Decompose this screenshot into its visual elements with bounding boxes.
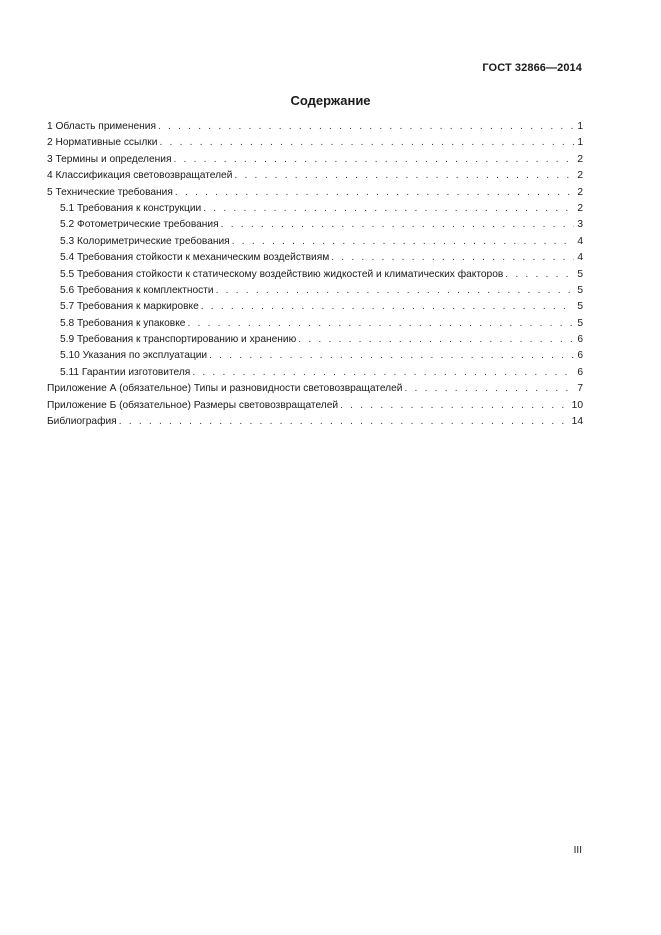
toc-leader-dots (404, 381, 574, 397)
toc-entry-page: 3 (577, 219, 583, 231)
toc-entry[interactable] (47, 414, 583, 430)
toc-entry[interactable] (47, 119, 583, 135)
toc-leader-dots (340, 398, 569, 414)
toc-leader-dots (331, 250, 574, 266)
toc-entry-page: 4 (577, 252, 583, 264)
toc-entry-label: 5.8 Требования к упаковке (60, 317, 186, 329)
toc-entry[interactable] (47, 398, 583, 414)
toc-entry-page: 10 (571, 399, 583, 411)
toc-entry-page: 1 (577, 121, 583, 132)
toc-entry[interactable] (47, 250, 583, 266)
toc-leader-dots (158, 119, 574, 135)
toc-entry-label: 5 Технические требования (47, 186, 173, 198)
toc-entry-page: 14 (571, 416, 583, 428)
toc-leader-dots (159, 135, 574, 151)
toc-entry-label: Приложение Б (обязательное) Размеры световозвращателей (47, 399, 339, 411)
toc-entry-label: 5.7 Требования к маркировке (60, 301, 199, 313)
toc-entry[interactable] (47, 283, 583, 299)
toc-entry-page: 6 (577, 350, 583, 362)
toc-entry-page: 7 (577, 383, 583, 395)
toc-entry[interactable] (47, 152, 583, 168)
standard-code-header: ГОСТ 32866—2014 (482, 62, 582, 74)
toc-entry-page: 4 (577, 235, 583, 247)
toc-leader-dots (187, 316, 574, 332)
toc-entry-label: Библиография (47, 416, 117, 428)
page-number: III (573, 845, 582, 856)
toc-entry-label: 5.2 Фотометрические требования (60, 219, 219, 231)
toc-entry-page: 5 (577, 301, 583, 313)
toc-title: Содержание (290, 93, 371, 108)
toc-entry-page: 5 (577, 268, 583, 280)
toc-entry-label: 2 Нормативные ссылки (47, 137, 158, 149)
toc-entry-page: 5 (577, 317, 583, 329)
toc-entry-label: 5.3 Колориметрические требования (60, 235, 230, 247)
toc-entry[interactable] (47, 135, 583, 151)
toc-entry-page: 2 (577, 186, 583, 198)
toc-entry[interactable] (47, 332, 583, 348)
toc-entry-label: Приложение А (обязательное) Типы и разновидности световозвращателей (47, 383, 403, 395)
toc-entry-label: 5.6 Требования к комплектности (60, 284, 214, 296)
toc-entry[interactable] (47, 217, 583, 233)
toc-leader-dots (201, 299, 574, 315)
toc-entry-page: 2 (577, 153, 583, 165)
toc-entry-label: 5.11 Гарантии изготовителя (60, 366, 191, 378)
toc-entry-label: 4 Классификация световозвращателей (47, 170, 233, 182)
toc-entry[interactable] (47, 299, 583, 315)
toc-entry-label: 5.1 Требования к конструкции (60, 202, 202, 214)
toc-entry[interactable] (47, 168, 583, 184)
toc-entry-label: 5.10 Указания по эксплуатации (60, 350, 208, 362)
toc-leader-dots (203, 201, 574, 217)
toc-entry-page: 5 (577, 284, 583, 296)
toc-entry[interactable] (47, 381, 583, 397)
toc-entry-label: 5.5 Требования стойкости к статическому воздействию жидкостей и климатических факторов (60, 268, 504, 280)
toc-entry-page: 1 (577, 137, 583, 149)
toc-entry-label: 1 Область применения (47, 121, 156, 132)
toc-entry[interactable] (47, 316, 583, 332)
toc-leader-dots (175, 185, 574, 201)
toc-entry-page: 6 (577, 366, 583, 378)
toc-entry-label: 3 Термины и определения (47, 153, 172, 165)
toc-entry-page: 2 (577, 202, 583, 214)
toc-entry[interactable] (47, 185, 583, 201)
toc-leader-dots (232, 234, 574, 250)
toc-entry-page: 6 (577, 334, 583, 346)
toc-leader-dots (119, 414, 569, 430)
toc-entry[interactable] (47, 234, 583, 250)
toc-leader-dots (192, 365, 574, 381)
toc-leader-dots (173, 152, 574, 168)
toc-leader-dots (209, 348, 574, 364)
toc-leader-dots (298, 332, 574, 348)
toc-entry[interactable] (47, 267, 583, 283)
toc-entry[interactable] (47, 365, 583, 381)
toc-leader-dots (505, 267, 574, 283)
toc-leader-dots (221, 217, 574, 233)
toc-entry-label: 5.9 Требования к транспортированию и хранению (60, 334, 297, 346)
toc-leader-dots (234, 168, 574, 184)
toc-entry-page: 2 (577, 170, 583, 182)
table-of-contents (47, 119, 583, 430)
toc-entry-label: 5.4 Требования стойкости к механическим воздействиям (60, 252, 330, 264)
toc-entry[interactable] (47, 201, 583, 217)
toc-leader-dots (216, 283, 574, 299)
toc-entry[interactable] (47, 348, 583, 364)
